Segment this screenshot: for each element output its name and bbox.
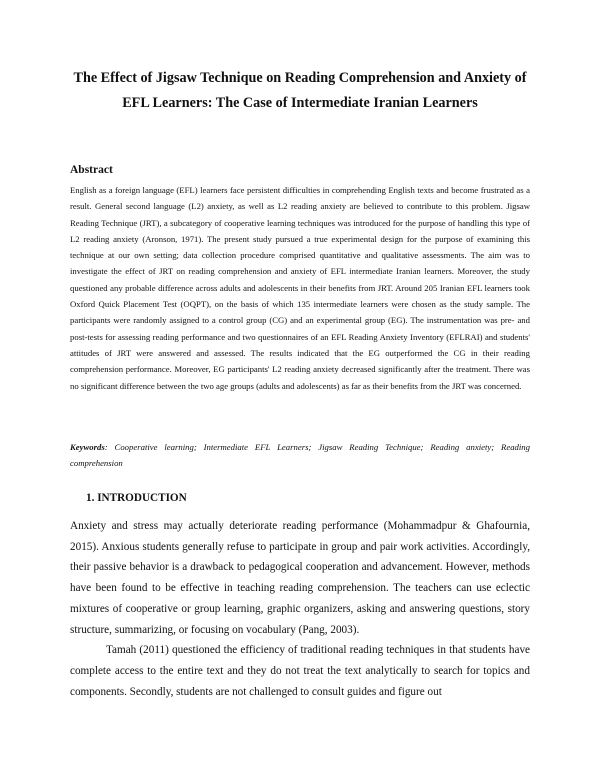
keywords-label: Keywords — [70, 442, 105, 452]
paragraph: Tamah (2011) questioned the efficiency of traditional reading techniques in that students have complete access to the entire text and they do not treat the text analytically to search for topics and components. Secondly, students are not challenged to consult guides and figure out — [70, 644, 530, 698]
abstract-text: English as a foreign language (EFL) learners face persistent difficulties in comprehending English texts and become frustrated as a result. General second language (L2) anxiety, as well as L2 reading anxiety are believed to contribute to this problem. Jigsaw Reading Technique (JRT), a subcategory of cooperative learning techniques was introduced for the purpose of handling this type of L2 reading anxiety (Aronson, 1971). The present study pursued a true experimental design for the purpose of examining this technique at our own setting; data collection procedure comprised quantitative and qualitative assessments. The aim was to investigate the effect of JRT on reading comprehension and anxiety of EFL intermediate Iranian learners. Moreover, the study questioned any probable difference across adults and adolescents in their benefits from JRT. Around 205 Iranian EFL learners took Oxford Quick Placement Test (OQPT), on the basis of which 135 intermediate learners were chosen as the study sample. The participants were randomly assigned to a control group (CG) and an experimental group (EG). The instrumentation was pre- and post-tests for assessing reading performance and two questionnaires of an EFL Reading Anxiety Inventory (EFLRAI) and students' attitudes of JRT were answered and assessed. The results indicated that the EG outperformed the CG in their reading comprehension performance. Moreover, EG participants' L2 reading anxiety decreased significantly after the treatment. There was no significant difference between the two age groups (adults and adolescents) as far as their benefits from the JRT was concerned. — [70, 185, 530, 391]
keywords — [70, 439, 530, 472]
introduction-body — [70, 516, 530, 702]
paper-title: The Effect of Jigsaw Technique on Reading Comprehension and Anxiety of EFL Learners: The Case of Intermediate Iranian Learners — [73, 70, 527, 111]
keywords-list: : Cooperative learning; Intermediate EFL Learners; Jigsaw Reading Technique; Reading anxiety; Reading comprehension — [70, 442, 530, 469]
paragraph: Anxiety and stress may actually deteriorate reading performance (Mohammadpur & Ghafournia, 2015). Anxious students generally refuse to participate in group and pair work activities. Accordingly, their passive behavior is a drawback to pedagogical cooperation and advancement. However, methods have been found to be effective in teaching reading comprehension. The teachers can use eclectic mixtures of cooperative or group learning, graphic organizers, asking and answering questions, story structure, summarizing, or focusing on vocabulary (Pang, 2003). — [70, 520, 530, 636]
abstract-heading: Abstract — [70, 164, 113, 176]
section-heading-introduction: 1. INTRODUCTION — [86, 492, 187, 504]
